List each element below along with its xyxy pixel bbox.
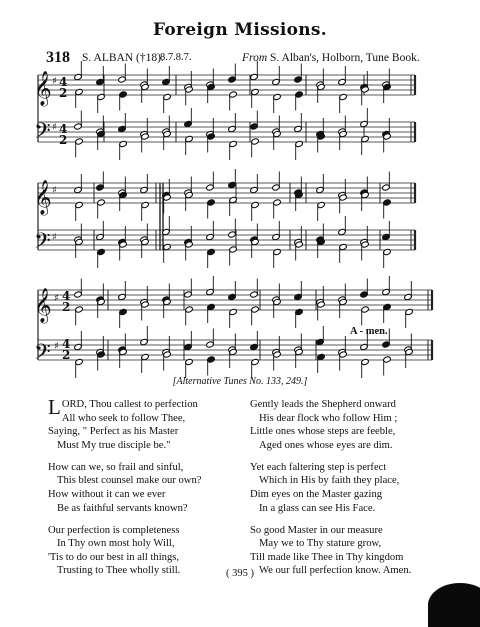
svg-text:2: 2 — [62, 348, 71, 362]
svg-text:♯: ♯ — [52, 185, 57, 196]
hymn-number: 318 — [46, 49, 70, 66]
verse — [250, 461, 450, 515]
treble-clef-2: 𝄞 — [34, 180, 52, 215]
verse-line: 'Tis to do our best in all things, — [48, 551, 180, 563]
svg-text:♯: ♯ — [54, 341, 59, 352]
svg-text:4: 4 — [59, 75, 68, 89]
verse-line: LORD, Thou callest to perfection — [48, 395, 198, 419]
verses-left-column — [48, 395, 248, 586]
verse-line: We our full perfection know. Amen. — [259, 565, 412, 577]
verses-right-column — [250, 398, 450, 586]
verse-line: Dim eyes on the Master gazing — [250, 488, 383, 500]
alternative-tunes: [Alternative Tunes No. 133, 249.] — [172, 376, 308, 387]
bass-clef-3: 𝄢 — [34, 340, 51, 370]
verse-line: Which in His by faith they place, — [259, 475, 400, 487]
svg-text:2: 2 — [62, 300, 71, 314]
verse-line: Our perfection is completeness — [48, 524, 180, 536]
svg-text:4: 4 — [59, 122, 68, 136]
verse-line: In a glass can see His Face. — [259, 502, 376, 514]
verse-line: Little ones whose steps are feeble, — [250, 426, 396, 438]
bass-clef-2: 𝄢 — [34, 229, 51, 259]
verse-line: All who seek to follow Thee, — [61, 412, 186, 424]
verse-line: How without it can we ever — [48, 488, 166, 500]
ink-blot — [428, 583, 480, 627]
amen-text: A - men. — [350, 326, 388, 337]
verse-line: Yet each faltering step is perfect — [250, 461, 387, 473]
clefs — [34, 71, 52, 370]
verse-line: How can we, so frail and sinful, — [48, 461, 184, 473]
verse — [250, 398, 450, 452]
verse — [48, 395, 248, 452]
source-text: S. Alban's, Holborn, Tune Book. — [270, 52, 420, 64]
svg-text:2: 2 — [59, 133, 68, 147]
treble-clef-1: 𝄞 — [34, 71, 52, 106]
source-prefix: From — [242, 52, 268, 64]
tune-name: S. ALBAN (†18). — [82, 52, 164, 64]
verse-line: May we to Thy stature grow, — [259, 538, 382, 550]
verse-line: His dear flock who follow Him ; — [259, 412, 398, 424]
verse-line: Must My true disciple be." — [57, 439, 171, 451]
verse-line: Trusting to Thee wholly still. — [57, 565, 181, 577]
page-number: ( 395 ) — [226, 568, 254, 579]
verse-line: In Thy own most holy Will, — [57, 538, 175, 550]
svg-text:2: 2 — [59, 86, 68, 100]
verse-line: Till made like Thee in Thy kingdom — [250, 551, 404, 563]
verse — [48, 461, 248, 515]
verse-line: Aged ones whose eyes are dim. — [259, 439, 393, 451]
verse-line: Saying, " Perfect as his Master — [48, 426, 179, 438]
svg-text:♯: ♯ — [52, 232, 57, 243]
svg-text:4: 4 — [62, 289, 71, 303]
bass-clef-1: 𝄢 — [34, 119, 51, 149]
verse-line: Be as faithful servants known? — [57, 502, 188, 514]
svg-text:4: 4 — [62, 337, 71, 351]
verse-line: So good Master in our measure — [250, 524, 383, 536]
verse-line: This blest counsel make our own? — [57, 475, 202, 487]
treble-clef-3: 𝄞 — [34, 288, 52, 323]
svg-text:♯: ♯ — [52, 122, 57, 133]
svg-text:♯: ♯ — [54, 293, 59, 304]
verse-line: Gently leads the Shepherd onward — [250, 399, 396, 410]
key-and-time-signatures — [52, 75, 70, 362]
svg-text:♯: ♯ — [52, 76, 57, 87]
meter: 8.7.8.7. — [160, 52, 192, 63]
page-title: Foreign Missions. — [152, 20, 328, 40]
